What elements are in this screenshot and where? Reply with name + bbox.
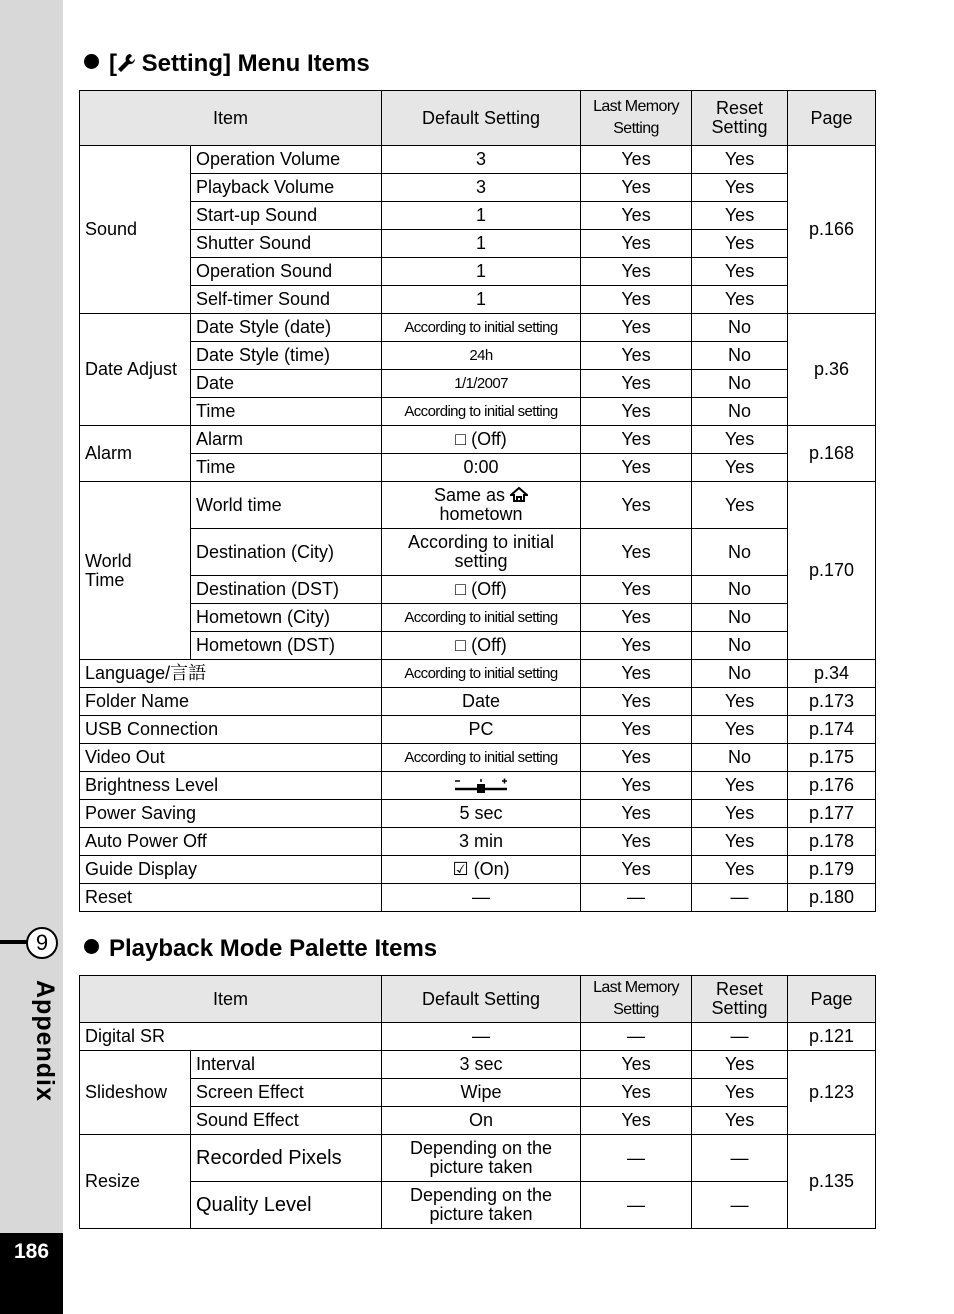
cell-memory: Yes	[581, 856, 692, 884]
cell-reset: Yes	[692, 454, 788, 482]
cell-item: Guide Display	[80, 856, 382, 884]
cell-page: p.36	[788, 314, 876, 426]
table-row	[80, 258, 876, 286]
cell-reset: Yes	[692, 146, 788, 174]
cell-default: Date	[382, 688, 581, 716]
cell-item: Destination (DST)	[191, 576, 382, 604]
cell-memory: Yes	[581, 1107, 692, 1135]
cell-default: Wipe	[382, 1079, 581, 1107]
cell-page: p.174	[788, 716, 876, 744]
cell-memory: Yes	[581, 800, 692, 828]
cell-default: 1/1/2007	[382, 370, 581, 398]
table-row	[80, 1023, 876, 1051]
cell-reset: No	[692, 744, 788, 772]
cell-item: Power Saving	[80, 800, 382, 828]
cell-default: 1	[382, 230, 581, 258]
cell-item: Time	[191, 454, 382, 482]
cell-reset: Yes	[692, 1079, 788, 1107]
cell-item: Language/言語	[80, 660, 382, 688]
cell-default: According to initial setting	[382, 744, 581, 772]
table-row	[80, 1135, 876, 1182]
cell-reset: Yes	[692, 230, 788, 258]
cell-memory: Yes	[581, 482, 692, 529]
bullet-icon	[84, 54, 99, 69]
chapter-bar	[0, 940, 28, 944]
cell-memory: Yes	[581, 286, 692, 314]
table-row	[80, 688, 876, 716]
playback-table	[79, 975, 876, 1229]
cell-item: Digital SR	[80, 1023, 382, 1051]
col-item: Item	[80, 976, 382, 1023]
col-page: Page	[788, 91, 876, 146]
cell-default: 1	[382, 286, 581, 314]
cell-memory: Yes	[581, 202, 692, 230]
cell-item: Brightness Level	[80, 772, 382, 800]
cell-default: 24h	[382, 342, 581, 370]
cell-default: According to initial setting	[382, 398, 581, 426]
table-row	[80, 744, 876, 772]
cell-default: 1	[382, 202, 581, 230]
cell-page: p.176	[788, 772, 876, 800]
cell-reset: Yes	[692, 828, 788, 856]
cell-item: Screen Effect	[191, 1079, 382, 1107]
cell-memory: Yes	[581, 230, 692, 258]
cell-reset: No	[692, 660, 788, 688]
cell-reset: —	[692, 1135, 788, 1182]
col-item: Item	[80, 91, 382, 146]
table-row	[80, 828, 876, 856]
col-default: Default Setting	[382, 91, 581, 146]
cell-item: Playback Volume	[191, 174, 382, 202]
cell-reset: Yes	[692, 426, 788, 454]
cell-item: Start-up Sound	[191, 202, 382, 230]
table-row	[80, 660, 876, 688]
col-reset: Reset Setting	[692, 91, 788, 146]
cell-page: p.34	[788, 660, 876, 688]
chapter-number: 9	[26, 927, 58, 959]
table-row	[80, 856, 876, 884]
home-icon	[510, 487, 528, 502]
cell-memory: Yes	[581, 604, 692, 632]
group-label-slideshow: Slideshow	[80, 1051, 191, 1135]
chapter-title: Appendix	[31, 980, 59, 1102]
table-row	[80, 716, 876, 744]
cell-reset: Yes	[692, 800, 788, 828]
table-row	[80, 576, 876, 604]
cell-reset: Yes	[692, 1051, 788, 1079]
cell-default: ☑ (On)	[382, 856, 581, 884]
cell-memory: Yes	[581, 454, 692, 482]
cell-default: —	[382, 884, 581, 912]
cell-default: □ (Off)	[382, 426, 581, 454]
table-row	[80, 632, 876, 660]
cell-reset: Yes	[692, 482, 788, 529]
setting-heading: [ Setting] Menu Items	[84, 50, 370, 78]
cell-page: p.168	[788, 426, 876, 482]
col-memory: Last Memory Setting	[581, 91, 692, 146]
cell-default: Same as hometown	[382, 482, 581, 529]
cell-default: According to initial setting	[382, 604, 581, 632]
cell-item: Hometown (City)	[191, 604, 382, 632]
cell-default: On	[382, 1107, 581, 1135]
cell-default: PC	[382, 716, 581, 744]
cell-memory: —	[581, 1182, 692, 1229]
table-row	[80, 1079, 876, 1107]
table-row	[80, 174, 876, 202]
cell-item: Date Style (date)	[191, 314, 382, 342]
table-row	[80, 286, 876, 314]
cell-reset: Yes	[692, 174, 788, 202]
cell-default: 0:00	[382, 454, 581, 482]
cell-item: Operation Sound	[191, 258, 382, 286]
cell-memory: —	[581, 1135, 692, 1182]
cell-item: Alarm	[191, 426, 382, 454]
table-row	[80, 1182, 876, 1229]
page-number: 186	[13, 1240, 50, 1263]
setting-table	[79, 90, 876, 912]
cell-item: Video Out	[80, 744, 382, 772]
cell-reset: No	[692, 632, 788, 660]
label-line: World	[85, 550, 132, 571]
cell-item: Sound Effect	[191, 1107, 382, 1135]
cell-page: p.177	[788, 800, 876, 828]
cell-page: p.175	[788, 744, 876, 772]
cell-default: According to initial setting	[382, 529, 581, 576]
cell-default: 3	[382, 174, 581, 202]
cell-reset: Yes	[692, 202, 788, 230]
wrench-icon	[117, 53, 135, 73]
table-row	[80, 1107, 876, 1135]
cell-memory: Yes	[581, 314, 692, 342]
cell-default: —	[382, 1023, 581, 1051]
cell-reset: Yes	[692, 688, 788, 716]
table-row	[80, 398, 876, 426]
cell-reset: No	[692, 370, 788, 398]
cell-default: Depending on the picture taken	[382, 1135, 581, 1182]
cell-memory: Yes	[581, 342, 692, 370]
cell-default: According to initial setting	[382, 314, 581, 342]
cell-default: 5 sec	[382, 800, 581, 828]
cell-memory: Yes	[581, 576, 692, 604]
cell-item: USB Connection	[80, 716, 382, 744]
cell-memory: Yes	[581, 828, 692, 856]
cell-page: p.121	[788, 1023, 876, 1051]
cell-page: p.173	[788, 688, 876, 716]
cell-reset: Yes	[692, 716, 788, 744]
cell-item: Operation Volume	[191, 146, 382, 174]
table-row	[80, 800, 876, 828]
cell-memory: Yes	[581, 1051, 692, 1079]
cell-default	[382, 772, 581, 800]
cell-reset: No	[692, 342, 788, 370]
bullet-icon	[84, 939, 99, 954]
table-row	[80, 314, 876, 342]
col-reset: Reset Setting	[692, 976, 788, 1023]
cell-page: p.179	[788, 856, 876, 884]
brightness-level-icon	[453, 778, 509, 794]
cell-item: Auto Power Off	[80, 828, 382, 856]
cell-memory: Yes	[581, 772, 692, 800]
cell-item: Folder Name	[80, 688, 382, 716]
cell-reset: Yes	[692, 258, 788, 286]
table-row	[80, 426, 876, 454]
cell-memory: Yes	[581, 258, 692, 286]
playback-heading: Playback Mode Palette Items	[84, 935, 437, 963]
cell-item: World time	[191, 482, 382, 529]
cell-memory: Yes	[581, 1079, 692, 1107]
cell-item: Shutter Sound	[191, 230, 382, 258]
cell-memory: Yes	[581, 426, 692, 454]
group-label-date-adjust: Date Adjust	[80, 314, 191, 426]
col-default: Default Setting	[382, 976, 581, 1023]
cell-reset: Yes	[692, 286, 788, 314]
table-row	[80, 529, 876, 576]
cell-default: 3	[382, 146, 581, 174]
cell-page: p.166	[788, 146, 876, 314]
cell-reset: —	[692, 1182, 788, 1229]
table-row	[80, 230, 876, 258]
cell-page: p.135	[788, 1135, 876, 1229]
cell-reset: —	[692, 884, 788, 912]
group-label-sound: Sound	[80, 146, 191, 314]
cell-item: Recorded Pixels	[191, 1135, 382, 1182]
cell-default: □ (Off)	[382, 632, 581, 660]
group-label-alarm: Alarm	[80, 426, 191, 482]
cell-item: Date Style (time)	[191, 342, 382, 370]
group-label-world-time	[80, 482, 191, 660]
header-row	[80, 976, 876, 1023]
cell-memory: Yes	[581, 398, 692, 426]
cell-default: 1	[382, 258, 581, 286]
table-row	[80, 370, 876, 398]
cell-reset: —	[692, 1023, 788, 1051]
table-row	[80, 202, 876, 230]
group-label-resize: Resize	[80, 1135, 191, 1229]
cell-default: 3 min	[382, 828, 581, 856]
cell-memory: Yes	[581, 716, 692, 744]
cell-default: □ (Off)	[382, 576, 581, 604]
cell-page: p.123	[788, 1051, 876, 1135]
cell-memory: Yes	[581, 529, 692, 576]
cell-item: Self-timer Sound	[191, 286, 382, 314]
cell-reset: Yes	[692, 772, 788, 800]
table-row	[80, 884, 876, 912]
cell-reset: Yes	[692, 856, 788, 884]
cell-item: Interval	[191, 1051, 382, 1079]
cell-memory: Yes	[581, 370, 692, 398]
table-row	[80, 772, 876, 800]
cell-reset: No	[692, 604, 788, 632]
cell-item: Time	[191, 398, 382, 426]
cell-memory: Yes	[581, 146, 692, 174]
col-memory: Last Memory Setting	[581, 976, 692, 1023]
table-row	[80, 454, 876, 482]
cell-item: Date	[191, 370, 382, 398]
cell-memory: —	[581, 1023, 692, 1051]
cell-memory: Yes	[581, 688, 692, 716]
table-row	[80, 482, 876, 529]
table-row	[80, 342, 876, 370]
cell-item: Quality Level	[191, 1182, 382, 1229]
cell-memory: —	[581, 884, 692, 912]
table-row	[80, 604, 876, 632]
cell-reset: No	[692, 398, 788, 426]
table-row	[80, 146, 876, 174]
col-page: Page	[788, 976, 876, 1023]
cell-item: Hometown (DST)	[191, 632, 382, 660]
cell-default: Depending on the picture taken	[382, 1182, 581, 1229]
cell-memory: Yes	[581, 744, 692, 772]
cell-memory: Yes	[581, 660, 692, 688]
cell-page: p.170	[788, 482, 876, 660]
cell-default: 3 sec	[382, 1051, 581, 1079]
cell-item: Destination (City)	[191, 529, 382, 576]
cell-reset: Yes	[692, 1107, 788, 1135]
cell-page: p.180	[788, 884, 876, 912]
cell-reset: No	[692, 576, 788, 604]
cell-page: p.178	[788, 828, 876, 856]
cell-memory: Yes	[581, 632, 692, 660]
cell-item: Reset	[80, 884, 382, 912]
header-row	[80, 91, 876, 146]
cell-reset: No	[692, 314, 788, 342]
cell-reset: No	[692, 529, 788, 576]
table-row	[80, 1051, 876, 1079]
cell-default: According to initial setting	[382, 660, 581, 688]
cell-memory: Yes	[581, 174, 692, 202]
label-line: Time	[85, 569, 125, 590]
